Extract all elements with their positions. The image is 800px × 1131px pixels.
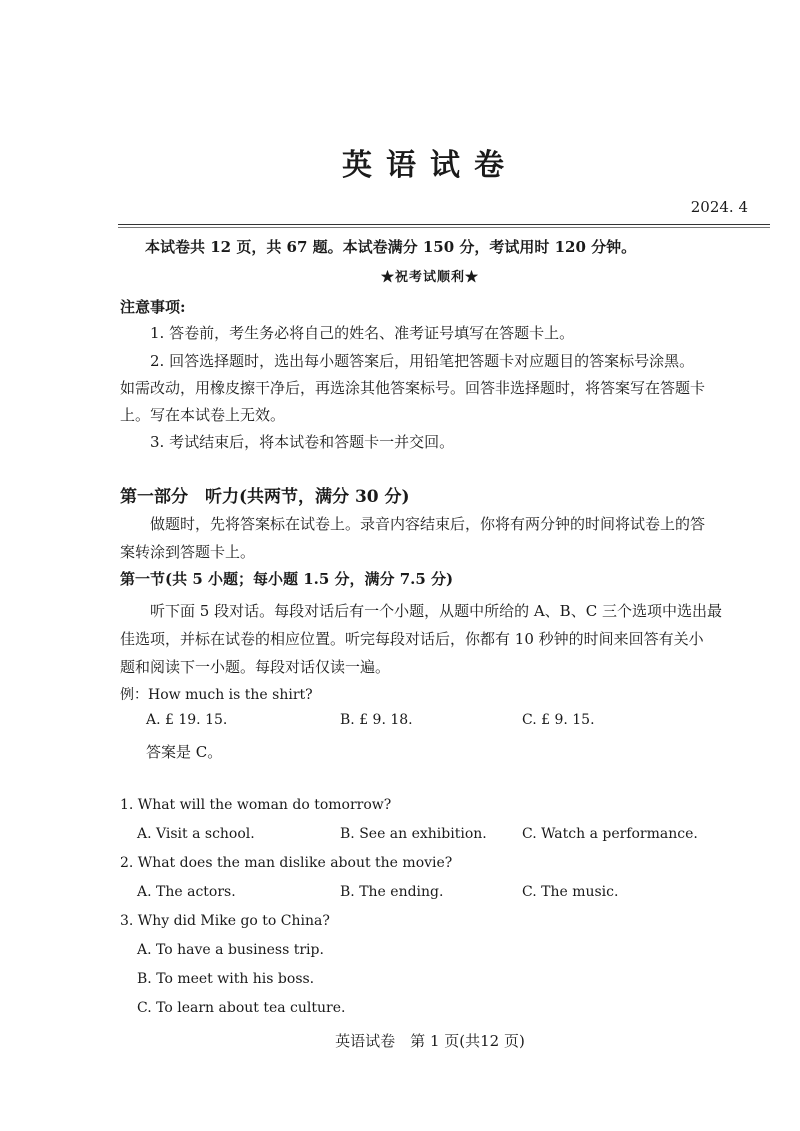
exam-summary: 本试卷共 12 页，共 67 题。本试卷满分 150 分，考试用时 120 分钟。 — [145, 238, 637, 256]
question-2-stem: 2. What does the man dislike about the movie? — [120, 855, 453, 871]
question-2-option-c: C. The music. — [522, 884, 619, 900]
page-title: 英语试卷 — [342, 148, 518, 183]
section-1-instructions-line-2: 佳选项，并标在试卷的相应位置。听完每段对话后，你都有 10 秒钟的时间来回答有关小 — [120, 630, 704, 648]
example-option-a: A. £ 19. 15. — [146, 712, 228, 728]
example-question: 例：How much is the shirt? — [120, 687, 313, 703]
header-divider — [118, 224, 770, 225]
example-option-b: B. £ 9. 18. — [340, 712, 413, 728]
part-1-intro-line-1: 做题时，先将答案标在试卷上。录音内容结束后，你将有两分钟的时间将试卷上的答 — [150, 515, 706, 533]
section-1-heading: 第一节(共 5 小题；每小题 1.5 分，满分 7.5 分) — [120, 570, 454, 588]
notice-item-1: 1. 答卷前，考生务必将自己的姓名、准考证号填写在答题卡上。 — [150, 324, 575, 342]
example-option-c: C. £ 9. 15. — [522, 712, 595, 728]
section-1-instructions-line-3: 题和阅读下一小题。每段对话仅读一遍。 — [120, 658, 391, 676]
exam-date: 2024. 4 — [690, 198, 748, 216]
part-1-heading: 第一部分 听力(共两节，满分 30 分) — [120, 487, 410, 507]
notice-heading: 注意事项: — [120, 298, 186, 316]
example-answer: 答案是 C。 — [146, 743, 223, 761]
question-2-option-a: A. The actors. — [137, 884, 236, 900]
question-1-option-a: A. Visit a school. — [137, 826, 255, 842]
question-1-option-b: B. See an exhibition. — [340, 826, 487, 842]
part-1-intro-line-2: 案转涂到答题卡上。 — [120, 543, 256, 561]
question-3-stem: 3. Why did Mike go to China? — [120, 913, 330, 929]
notice-item-2-line-2: 如需改动，用橡皮擦干净后，再选涂其他答案标号。回答非选择题时，将答案写在答题卡 — [120, 379, 706, 397]
question-3-option-b: B. To meet with his boss. — [137, 971, 315, 987]
notice-item-2-line-1: 2. 回答选择题时，选出每小题答案后，用铅笔把答题卡对应题目的答案标号涂黑。 — [150, 352, 695, 370]
notice-item-3: 3. 考试结束后，将本试卷和答题卡一并交回。 — [150, 433, 455, 451]
good-luck-banner: ★祝考试顺利★ — [380, 270, 479, 285]
question-3-option-a: A. To have a business trip. — [137, 942, 324, 958]
section-1-instructions-line-1: 听下面 5 段对话。每段对话后有一个小题，从题中所给的 A、B、C 三个选项中选出最 — [150, 602, 722, 620]
question-1-stem: 1. What will the woman do tomorrow? — [120, 797, 392, 813]
question-2-option-b: B. The ending. — [340, 884, 444, 900]
notice-item-2-line-3: 上。写在本试卷上无效。 — [120, 406, 286, 424]
header-divider-secondary — [118, 227, 770, 228]
question-3-option-c: C. To learn about tea culture. — [137, 1000, 346, 1016]
question-1-option-c: C. Watch a performance. — [522, 826, 698, 842]
page-footer: 英语试卷 第 1 页(共12 页) — [335, 1032, 525, 1050]
